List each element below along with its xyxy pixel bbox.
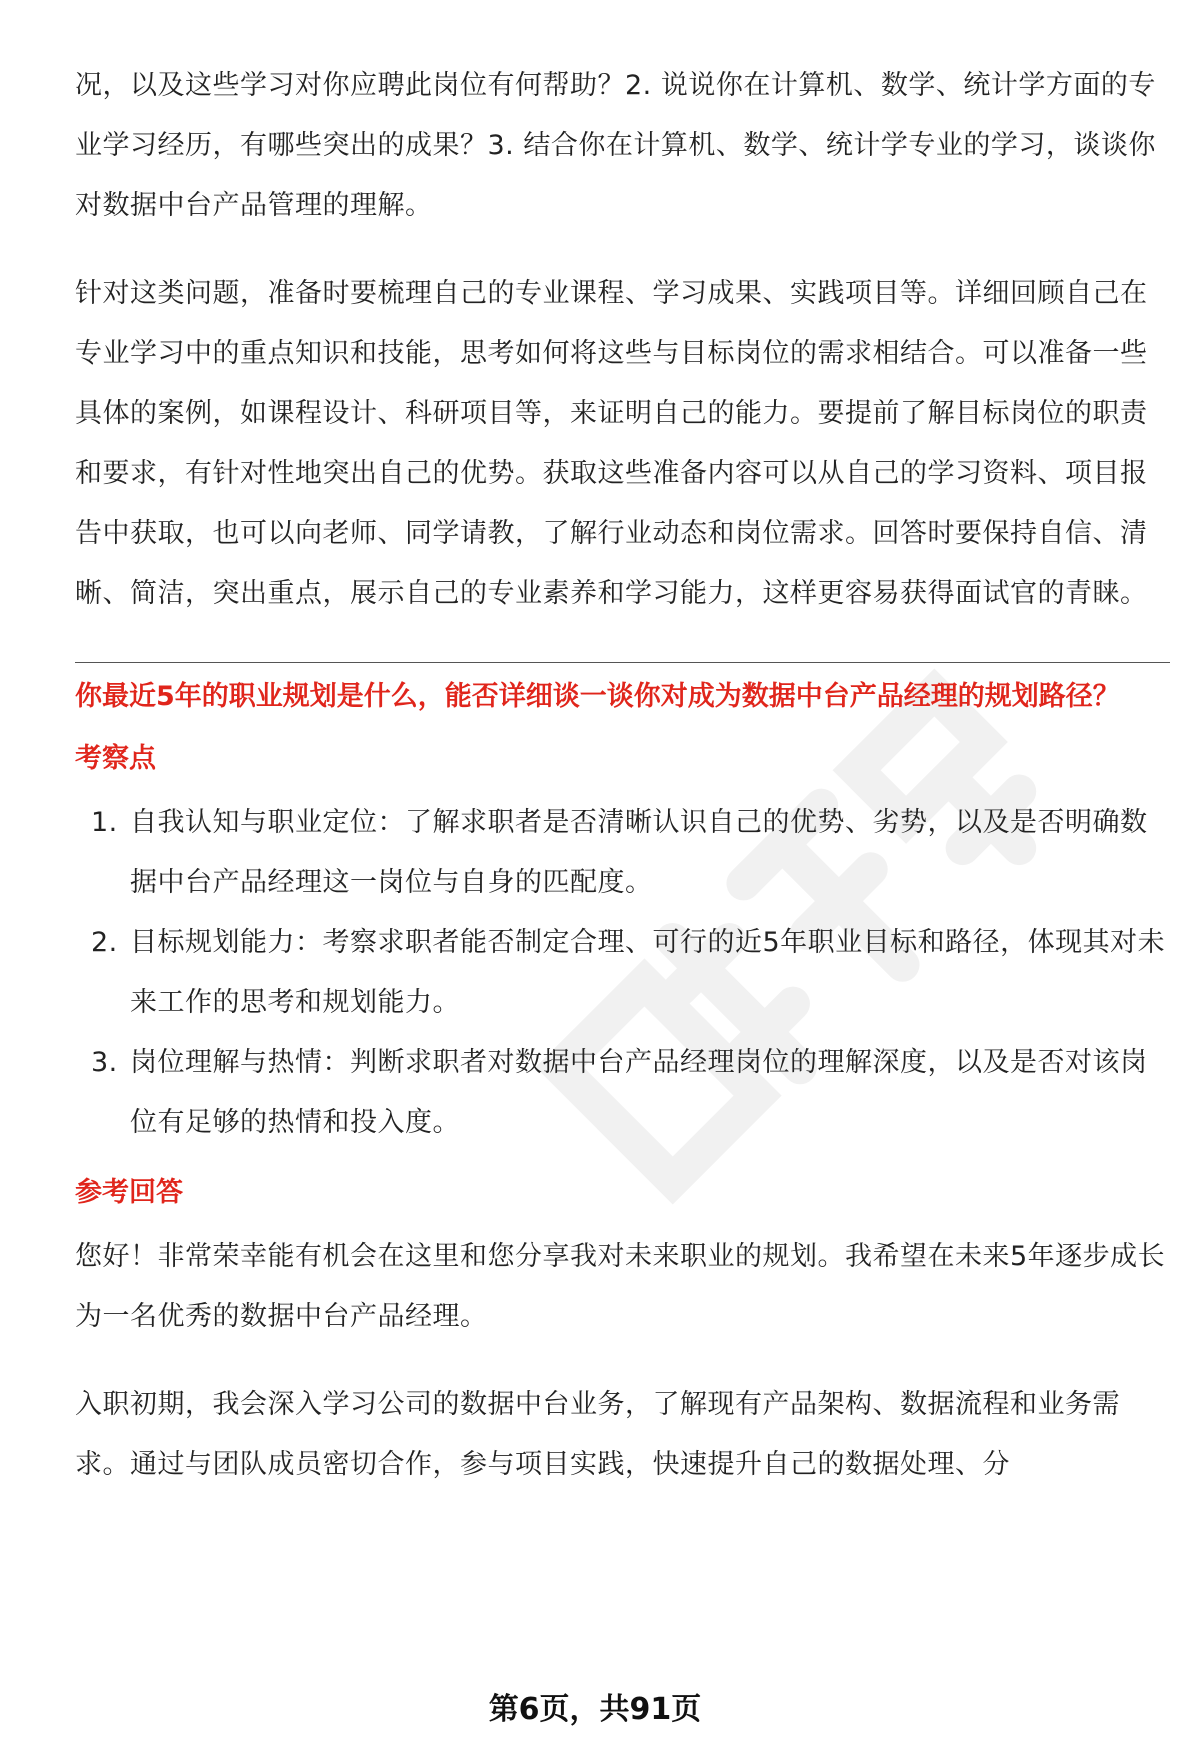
list-item [75,1033,1170,1153]
list-item-text: 目标规划能力：考察求职者能否制定合理、可行的近5年职业目标和路径，体现其对未来工作的思考和规划能力。 [130,927,1166,1018]
intro-paragraph: 况，以及这些学习对你应聘此岗位有何帮助？2. 说说你在计算机、数学、统计学方面的专业学习经历，有哪些突出的成果？3. 结合你在计算机、数学、统计学专业的学习，谈谈你对数据中台产品管理的理解。 [75,70,1156,221]
intro-paragraph: 针对这类问题，准备时要梳理自己的专业课程、学习成果、实践项目等。详细回顾自己在专业学习中的重点知识和技能，思考如何将这些与目标岗位的需求相结合。可以准备一些具体的案例，如课程设计、科研项目等，来证明自己的能力。要提前了解目标岗位的职责和要求，有针对性地突出自己的优势。获取这些准备内容可以从自己的学习资料、项目报告中获取，也可以向老师、同学请教，了解行业动态和岗位需求。回答时要保持自信、清晰、简洁，突出重点，展示自己的专业素养和学习能力，这样更容易获得面试官的青睐。 [75,278,1148,609]
list-item-number: 3. [91,1047,118,1078]
section-divider [75,662,1170,663]
answer-paragraph: 入职初期，我会深入学习公司的数据中台业务，了解现有产品架构、数据流程和业务需求。通过与团队成员密切合作，参与项目实践，快速提升自己的数据处理、分 [75,1389,1120,1480]
list-item-text: 自我认知与职业定位：了解求职者是否清晰认识自己的优势、劣势，以及是否明确数据中台产品经理这一岗位与自身的匹配度。 [130,807,1148,898]
list-item [75,913,1170,1033]
answer-heading: 参考回答 [75,1177,183,1208]
list-item-number: 1. [91,807,118,838]
list-item-number: 2. [91,927,118,958]
answer-paragraph: 您好！非常荣幸能有机会在这里和您分享我对未来职业的规划。我希望在未来5年逐步成长为一名优秀的数据中台产品经理。 [75,1241,1166,1332]
points-list [75,793,1170,1153]
points-heading: 考察点 [75,743,156,774]
page-number-footer: 第6页，共91页 [488,1692,702,1727]
interview-question: 你最近5年的职业规划是什么，能否详细谈一谈你对成为数据中台产品经理的规划路径？ [75,681,1120,712]
list-item [75,793,1170,913]
list-item-text: 岗位理解与热情：判断求职者对数据中台产品经理岗位的理解深度，以及是否对该岗位有足够的热情和投入度。 [130,1047,1148,1138]
page-content [75,56,1170,1495]
